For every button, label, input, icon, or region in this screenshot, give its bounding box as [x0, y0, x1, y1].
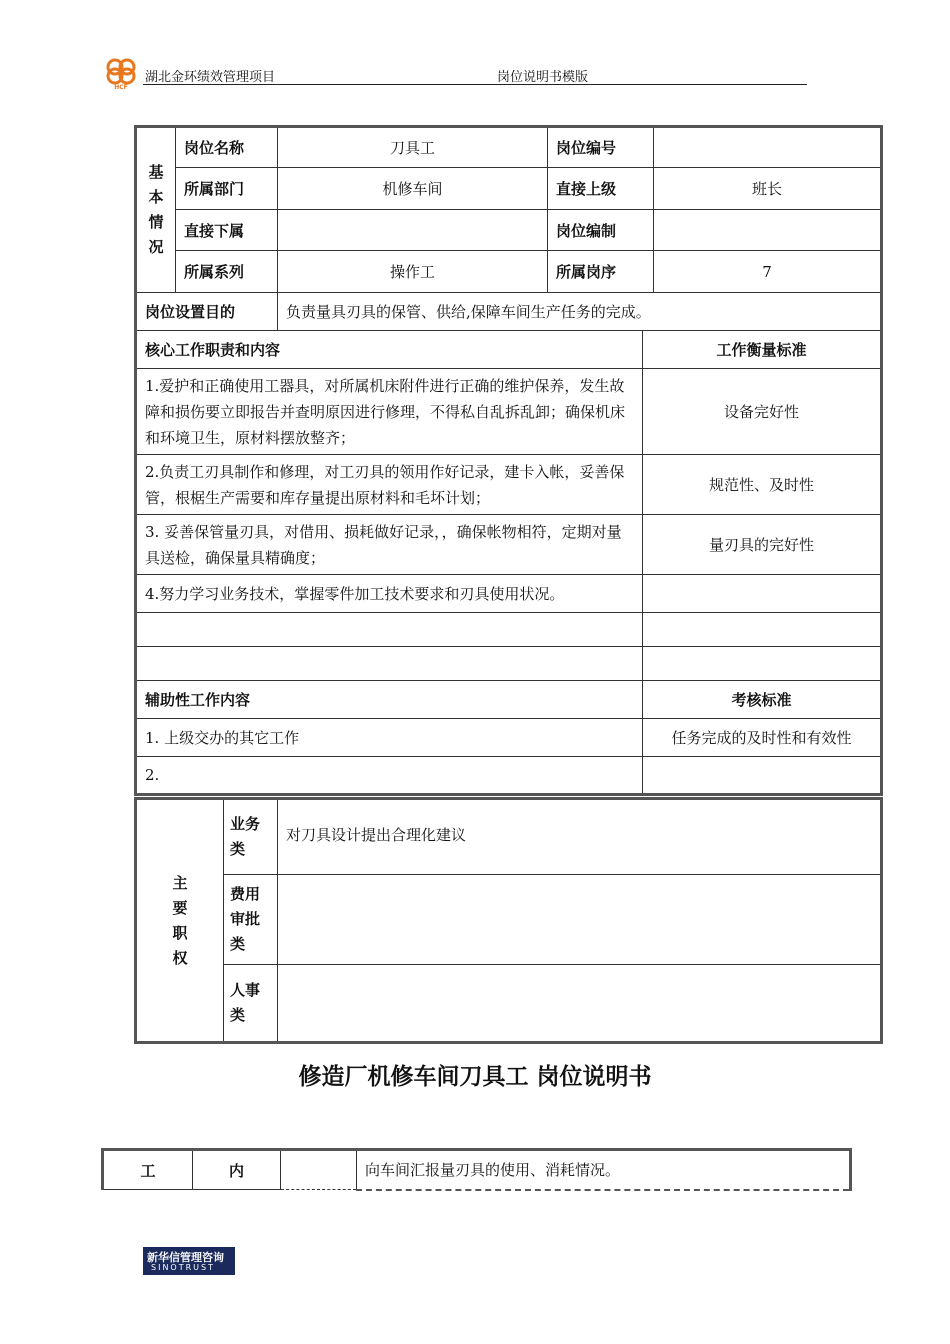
- core-standard-5: [643, 613, 882, 647]
- logo-text: HCF: [114, 84, 128, 90]
- bottom-table: [101, 1148, 852, 1191]
- bottom-col-2: 内: [193, 1150, 281, 1190]
- level-label: 所属岗序: [548, 251, 654, 293]
- level-value: 7: [654, 251, 882, 293]
- position-no-value: [654, 127, 882, 168]
- aux-standard-2: [643, 757, 882, 795]
- core-standard-1: 设备完好性: [643, 369, 882, 455]
- authority-type-personnel: 人事类: [224, 965, 278, 1043]
- purpose-label: 岗位设置目的: [136, 293, 278, 331]
- position-name-value: 刀具工: [278, 127, 548, 168]
- header-org: 湖北金环绩效管理项目: [145, 70, 276, 85]
- basic-info-label: 基本情况: [136, 127, 176, 293]
- authority-table: [134, 797, 883, 1044]
- authority-text-expense: [278, 875, 882, 965]
- consultant-name-en: SINOTRUST: [151, 1263, 215, 1272]
- department-value: 机修车间: [278, 168, 548, 210]
- series-value: 操作工: [278, 251, 548, 293]
- superior-label: 直接上级: [548, 168, 654, 210]
- subordinate-value: [278, 210, 548, 251]
- aux-duties-header: 辅助性工作内容: [136, 681, 643, 719]
- company-logo: [103, 56, 139, 90]
- position-name-label: 岗位名称: [176, 127, 278, 168]
- core-standard-header: 工作衡量标准: [643, 331, 882, 369]
- headcount-value: [654, 210, 882, 251]
- header-doc-type: 岗位说明书模版: [497, 70, 589, 85]
- job-description-table: [134, 125, 883, 796]
- core-duty-3: 3. 妥善保管量刃具，对借用、损耗做好记录，，确保帐物相符，定期对量具送检，确保量具精确度；: [136, 515, 643, 575]
- bottom-col-1: 工: [103, 1150, 193, 1190]
- core-standard-3: 量刃具的完好性: [643, 515, 882, 575]
- core-standard-6: [643, 647, 882, 681]
- position-no-label: 岗位编号: [548, 127, 654, 168]
- aux-standard-header: 考核标准: [643, 681, 882, 719]
- purpose-text: 负责量具刃具的保管、供给,保障车间生产任务的完成。: [278, 293, 882, 331]
- core-duty-5: [136, 613, 643, 647]
- department-label: 所属部门: [176, 168, 278, 210]
- header-rule: [143, 84, 807, 85]
- consultant-name-cn: 新华信管理咨询: [147, 1251, 224, 1264]
- authority-type-expense: 费用审批类: [224, 875, 278, 965]
- subordinate-label: 直接下属: [176, 210, 278, 251]
- core-duty-1: 1.爱护和正确使用工器具，对所属机床附件进行正确的维护保养，发生故障和损伤要立即报告并查明原因进行修理，不得私自乱拆乱卸；确保机床和环境卫生，原材料摆放整齐；: [136, 369, 643, 455]
- series-label: 所属系列: [176, 251, 278, 293]
- bottom-col-3: [281, 1150, 357, 1190]
- consultant-logo: [143, 1247, 235, 1275]
- authority-label: 主要职权: [136, 799, 224, 1043]
- aux-duty-2: 2.: [136, 757, 643, 795]
- aux-duty-1: 1. 上级交办的其它工作: [136, 719, 643, 757]
- core-duty-4: 4.努力学习业务技术，掌握零件加工技术要求和刃具使用状况。: [136, 575, 643, 613]
- superior-value: 班长: [654, 168, 882, 210]
- core-duty-6: [136, 647, 643, 681]
- bottom-text: 向车间汇报量刃具的使用、消耗情况。: [357, 1150, 851, 1190]
- authority-type-business: 业务类: [224, 799, 278, 875]
- core-standard-4: [643, 575, 882, 613]
- authority-text-personnel: [278, 965, 882, 1043]
- core-duty-2: 2.负责工刃具制作和修理，对工刃具的领用作好记录，建卡入帐，妥善保管，根椐生产需要和库存量提出原材料和毛坏计划；: [136, 455, 643, 515]
- authority-text-business: 对刀具设计提出合理化建议: [278, 799, 882, 875]
- aux-standard-1: 任务完成的及时性和有效性: [643, 719, 882, 757]
- headcount-label: 岗位编制: [548, 210, 654, 251]
- core-duties-header: 核心工作职责和内容: [136, 331, 643, 369]
- document-title: 修造厂机修车间刀具工 岗位说明书: [298, 1064, 652, 1090]
- core-standard-2: 规范性、及时性: [643, 455, 882, 515]
